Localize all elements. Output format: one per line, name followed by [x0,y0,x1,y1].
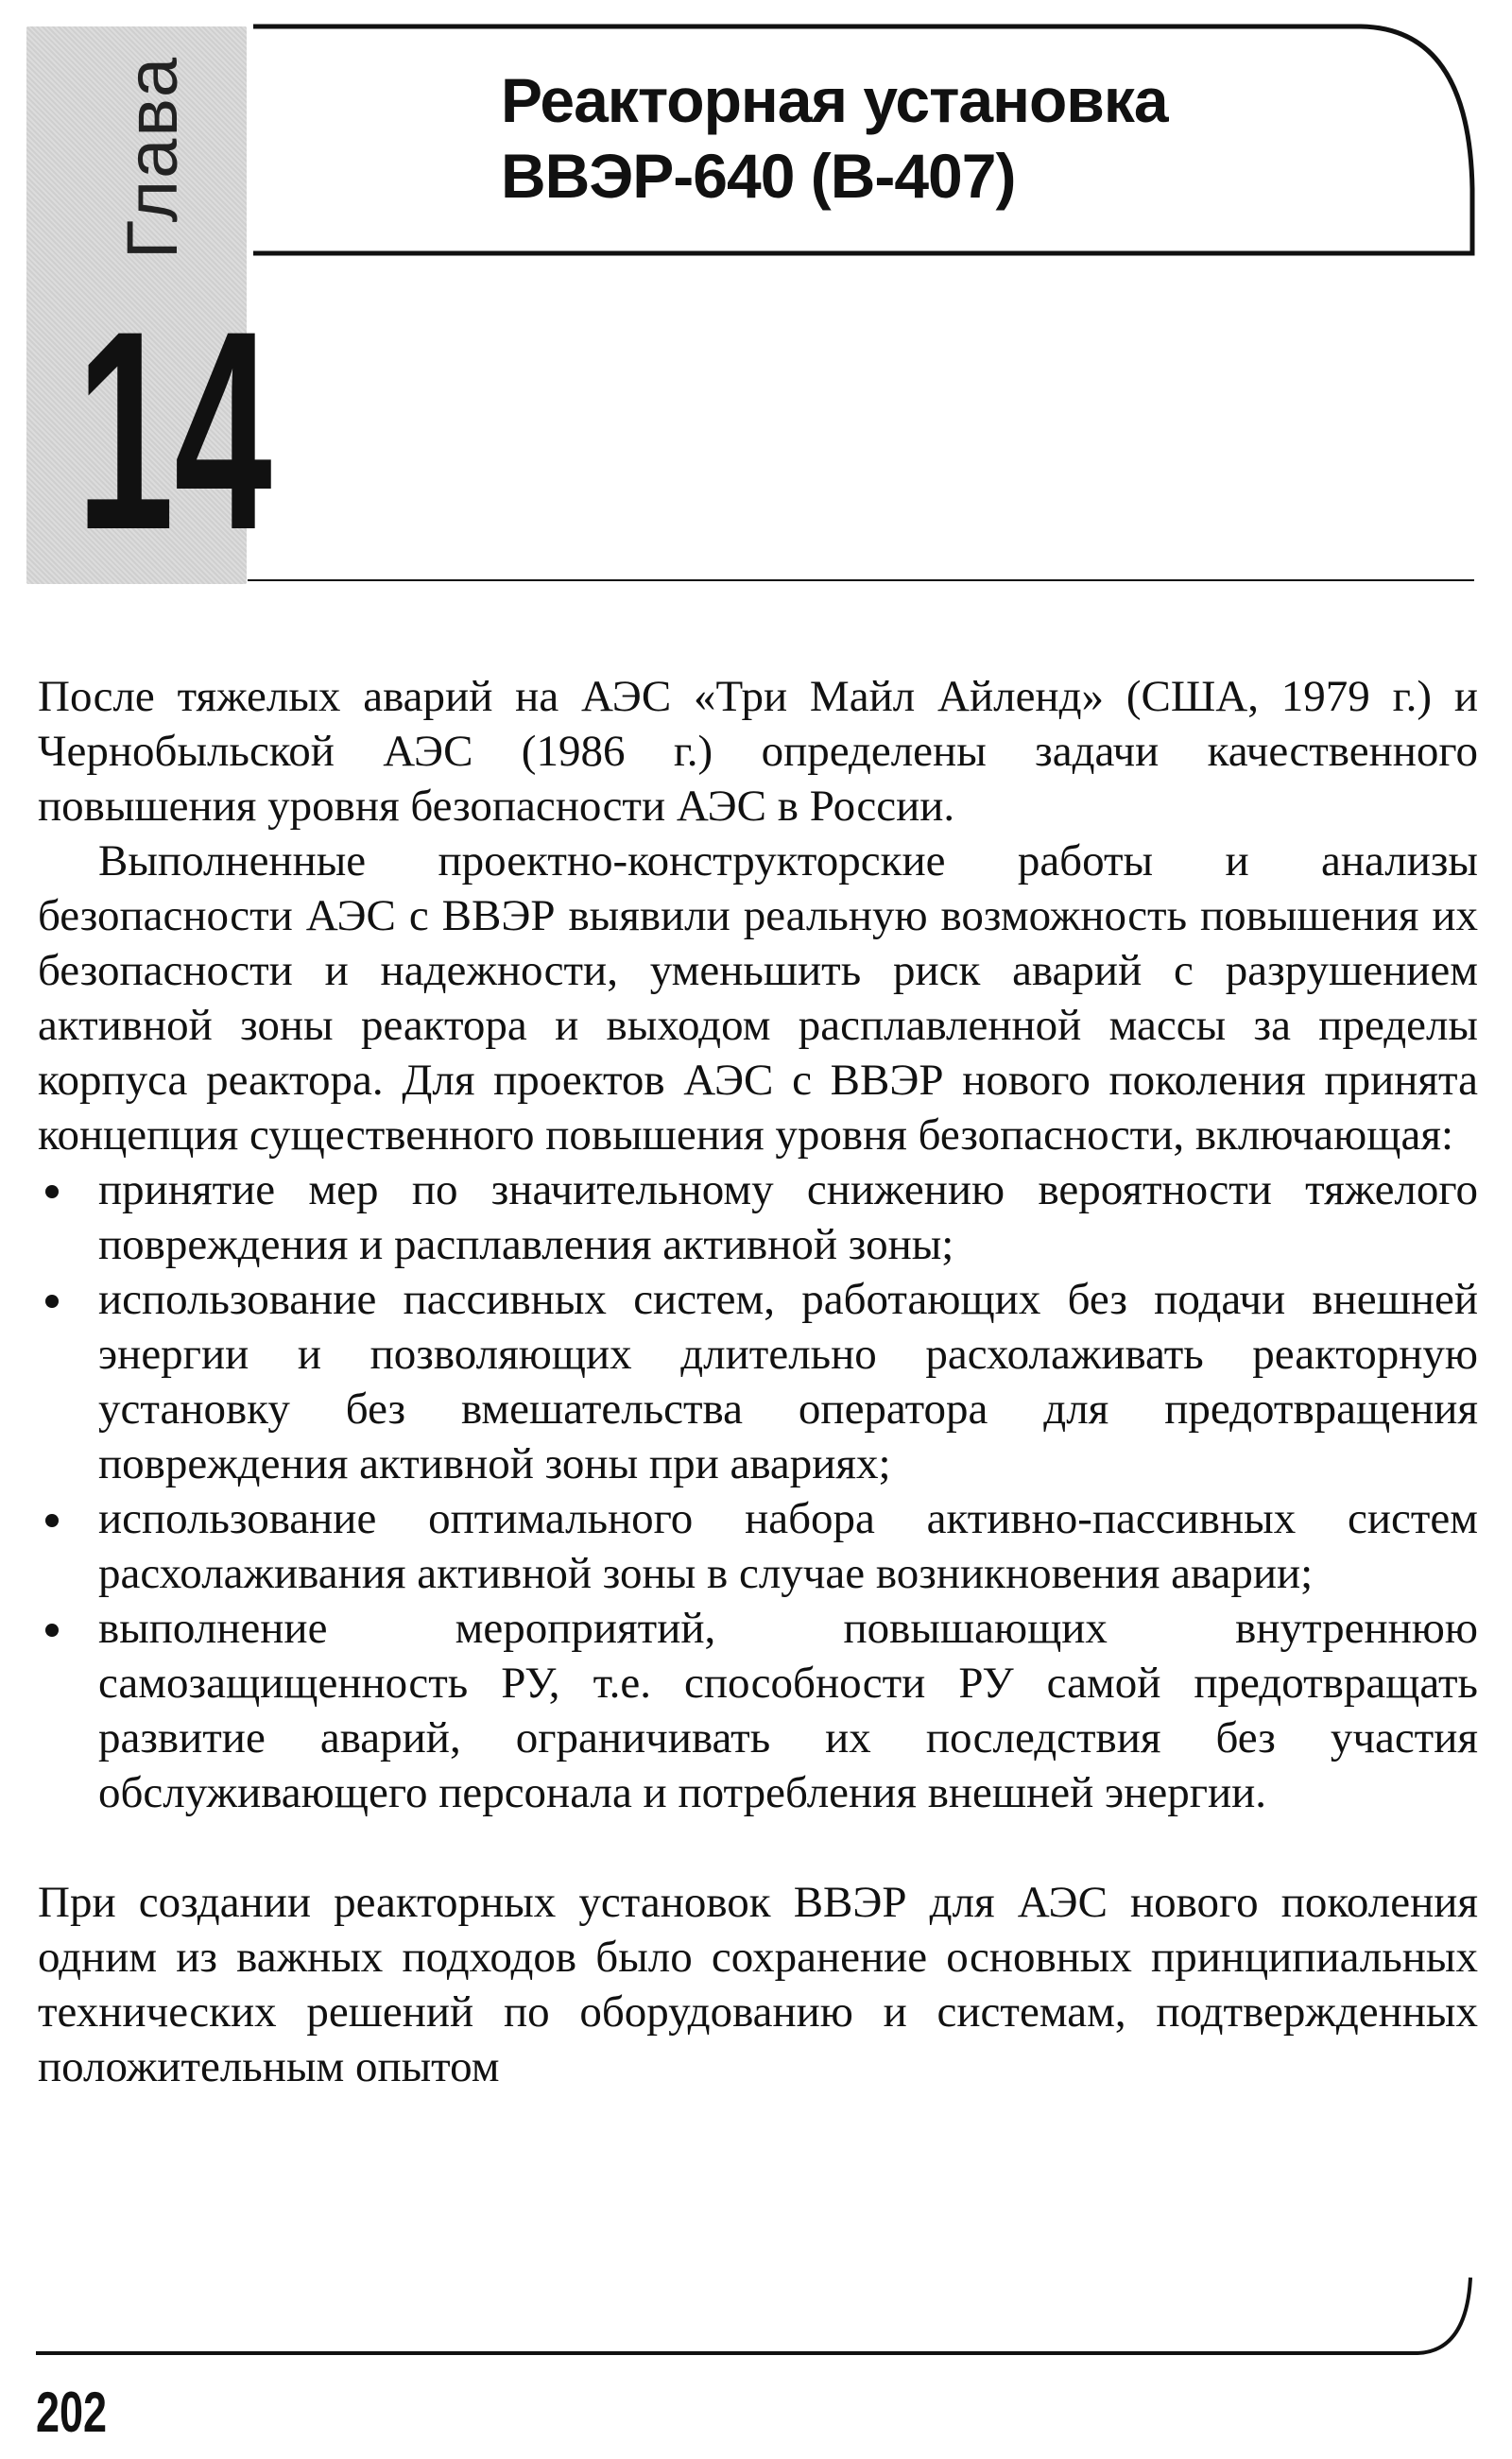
list-item-text: выполнение мероприятий, повышающих внутреннюю самозащищенность РУ, т.е. способности РУ самой предотвращать развитие аварий, ограничивать их последствия без участия обслуживающего персонала и потребления внешней энергии. [98,1604,1478,1817]
footer-frame [36,2278,1470,2353]
intro-paragraph: После тяжелых аварий на АЭС «Три Майл Айленд» (США, 1979 г.) и Чернобыльской АЭС (1986 г.) определены задачи качественного повышения уровня безопасности АЭС в России. [38,672,1478,831]
chapter-number: 14 [76,271,272,589]
chapter-title-line: ВВЭР-640 (В-407) [501,141,1016,211]
list-item [38,1162,1478,1272]
page-number: 202 [36,2381,108,2444]
list-item [38,1272,1478,1491]
paragraph: Выполненные проектно-конструкторские работы и анализы безопасности АЭС с ВВЭР выявили реальную возможность повышения их безопасности и надежности, уменьшить риск аварий с разрушением активной зоны реактора и выходом расплавленной массы за пределы корпуса реактора. Для проектов АЭС с ВВЭР нового поколения принята концепция существенного повышения уровня безопасности, включающая: [38,836,1478,1160]
chapter-title [501,62,1446,214]
chapter-label-text: Глава [112,55,194,259]
chapter-title-line: Реакторная установка [501,65,1168,135]
bullet-icon [45,1624,59,1637]
section-gap [38,1820,1478,1875]
bullet-icon [45,1295,59,1308]
bullet-list [38,1162,1478,1820]
paragraph: При создании реакторных установок ВВЭР для АЭС нового поколения одним из важных подходов было сохранение основных принципиальных технических решений по оборудованию и системам, подтвержденных положительным опытом [38,1878,1478,2091]
list-item-text: использование оптимального набора активно-пассивных систем расхолаживания активной зоны в случае возникновения аварии; [98,1494,1478,1598]
list-item [38,1601,1478,1820]
list-item-text: принятие мер по значительному снижению вероятности тяжелого повреждения и расплавления активной зоны; [98,1165,1478,1269]
list-item [38,1491,1478,1601]
bullet-icon [45,1185,59,1198]
list-item-text: использование пассивных систем, работающих без подачи внешней энергии и позволяющих длительно расхолаживать реакторную установку без вмешательства оператора для предотвращения повреждения активной зоны при авариях; [98,1275,1478,1488]
body-text [38,669,1478,2094]
bullet-icon [45,1514,59,1527]
